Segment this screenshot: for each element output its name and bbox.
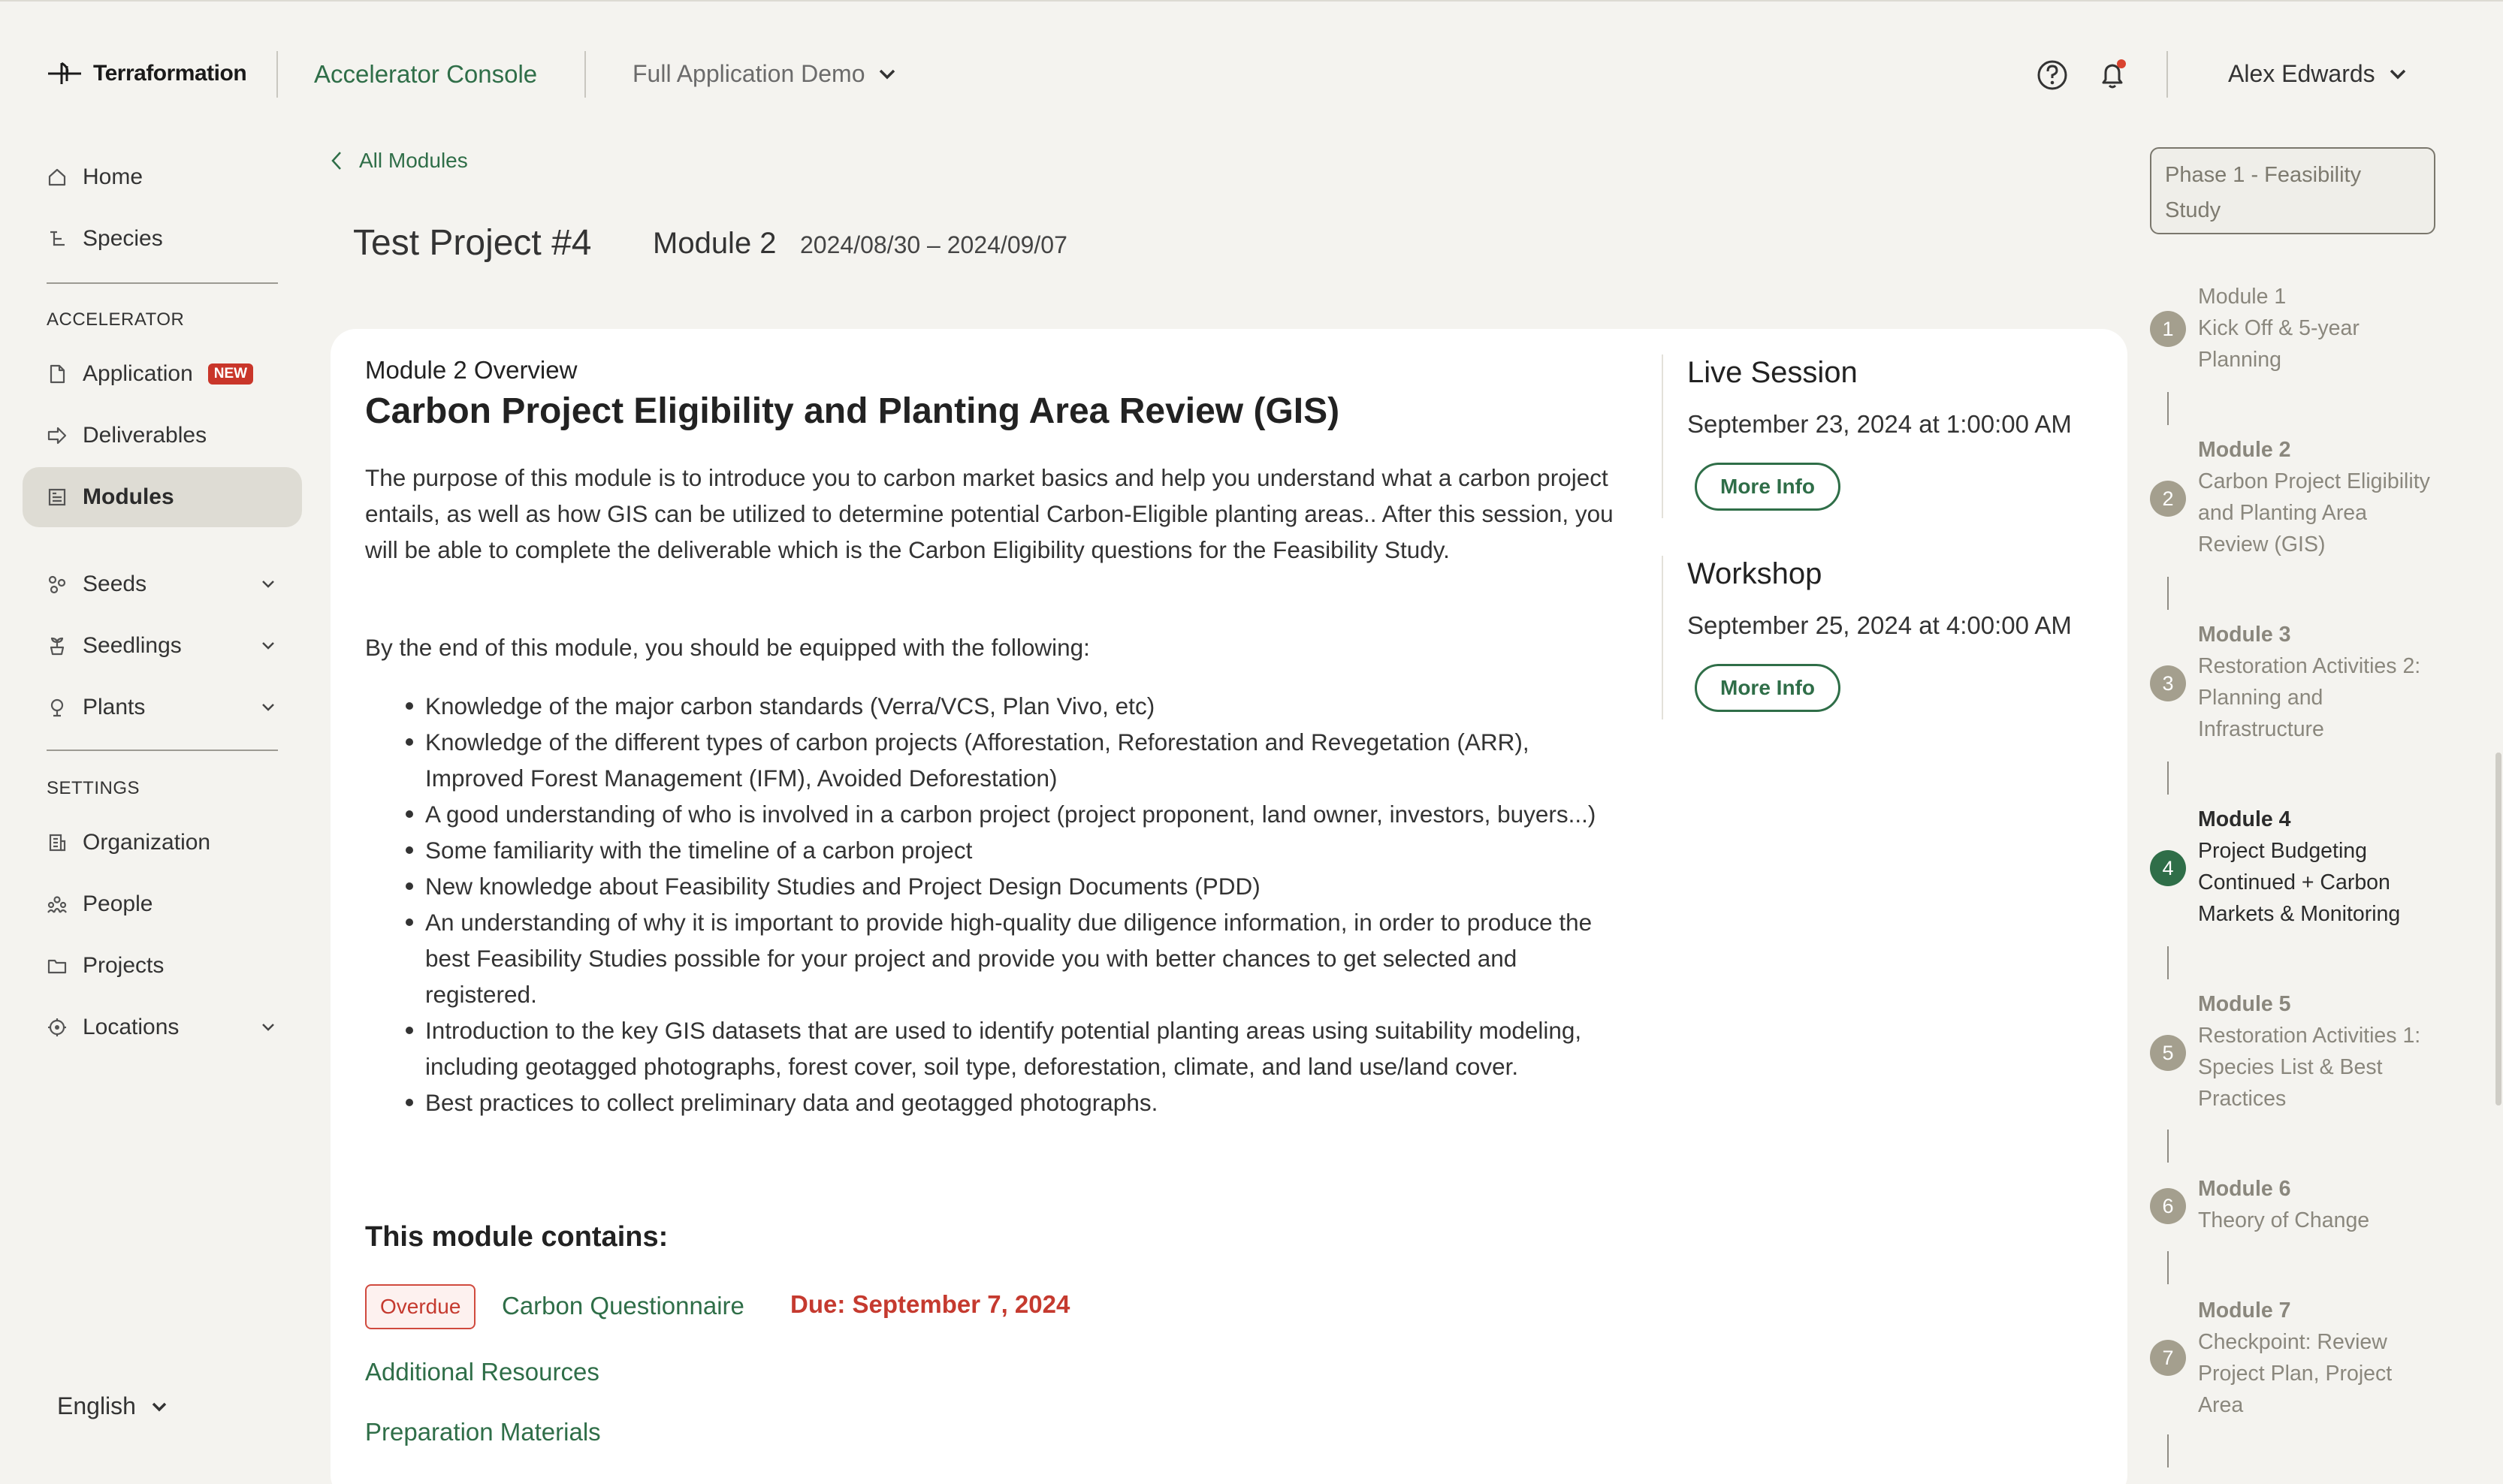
locations-icon <box>47 1017 68 1038</box>
sidebar-item-species[interactable] <box>23 209 302 269</box>
live-session-date: September 23, 2024 at 1:00:00 AM <box>1687 410 2072 438</box>
module-connector <box>2167 1434 2169 1467</box>
list-item: Knowledge of the different types of carbon projects (Afforestation, Reforestation and Revegetation (ARR), Improved Forest Management (IFM), Avoided Deforestation) <box>365 724 1621 796</box>
chevron-down-icon <box>261 641 275 650</box>
module-label: Module 2 <box>653 227 777 260</box>
project-selector[interactable] <box>633 60 896 88</box>
sidebar-item-label: Organization <box>83 830 211 855</box>
notifications-bell-icon[interactable] <box>2094 57 2130 93</box>
list-item: Best practices to collect preliminary data and geotagged photographs. <box>365 1084 1621 1121</box>
module-name: Theory of Change <box>2198 1208 2370 1232</box>
organization-icon <box>47 832 68 853</box>
learning-outcomes-list <box>365 688 1621 1121</box>
terraformation-logo-icon <box>47 60 83 87</box>
module-1-step: 1 <box>2150 311 2186 347</box>
chevron-down-icon <box>151 1401 168 1412</box>
module-4-item[interactable] <box>2198 804 2438 930</box>
species-icon <box>47 228 68 249</box>
module-number-label: Module 4 <box>2198 807 2291 831</box>
module-connector <box>2167 946 2169 979</box>
module-name: Carbon Project Eligibility and Planting Area Review (GIS) <box>2198 469 2430 556</box>
sidebar-item-seeds[interactable] <box>23 554 302 614</box>
sidebar-section-settings: SETTINGS <box>47 778 140 798</box>
deliverable-due-date: Due: September 7, 2024 <box>790 1290 1070 1318</box>
module-dates: 2024/08/30 – 2024/09/07 <box>800 231 1067 258</box>
sidebar-item-label: Species <box>83 226 163 251</box>
additional-resources-link[interactable]: Additional Resources <box>365 1358 599 1386</box>
home-icon <box>47 167 68 188</box>
sidebar-item-label: People <box>83 891 153 916</box>
module-4-step: 4 <box>2150 850 2186 886</box>
all-modules-label: All Modules <box>359 149 468 172</box>
module-number-label: Module 5 <box>2198 992 2291 1016</box>
sidebar-divider <box>47 282 278 284</box>
chevron-down-icon <box>878 68 896 80</box>
list-item: Knowledge of the major carbon standards (Verra/VCS, Plan Vivo, etc) <box>365 688 1621 724</box>
live-session-title: Live Session <box>1687 356 1858 389</box>
module-number-label: Module 6 <box>2198 1177 2291 1201</box>
sidebar-section-accelerator: ACCELERATOR <box>47 309 185 330</box>
chevron-down-icon <box>261 703 275 712</box>
sidebar-item-organization[interactable] <box>23 813 302 873</box>
header-divider <box>276 51 278 98</box>
workshop-more-info-button[interactable]: More Info <box>1695 664 1840 712</box>
chevron-down-icon <box>261 1023 275 1032</box>
events-divider <box>1662 556 1663 719</box>
user-menu[interactable] <box>2228 60 2407 88</box>
project-title: Test Project #4 <box>353 223 592 263</box>
overdue-status-badge: Overdue <box>365 1284 476 1329</box>
new-badge: NEW <box>208 363 253 385</box>
module-2-step: 2 <box>2150 481 2186 517</box>
list-item: New knowledge about Feasibility Studies and Project Design Documents (PDD) <box>365 868 1621 904</box>
list-item: Some familiarity with the timeline of a carbon project <box>365 832 1621 868</box>
projects-icon <box>47 955 68 976</box>
project-selector-label: Full Application Demo <box>633 60 865 87</box>
list-item: An understanding of why it is important to provide high-quality due diligence information, in order to produce the best Feasibility Studies possible for your project and provide you with better chances to get selected and registered. <box>365 904 1621 1012</box>
help-icon[interactable] <box>2034 57 2070 93</box>
module-5-step: 5 <box>2150 1035 2186 1071</box>
module-number-label: Module 2 <box>2198 438 2291 462</box>
sidebar-item-label: Seedlings <box>83 633 182 658</box>
sidebar-item-plants[interactable] <box>23 677 302 737</box>
module-name: Kick Off & 5-year Planning <box>2198 316 2360 372</box>
brand-name: Terraformation <box>93 61 247 86</box>
overview-label: Module 2 Overview <box>365 356 578 384</box>
module-connector <box>2167 392 2169 425</box>
module-name: Restoration Activities 2: Planning and Infrastructure <box>2198 654 2421 741</box>
language-selector[interactable] <box>57 1392 168 1420</box>
header-divider <box>584 51 586 98</box>
module-1-item[interactable] <box>2198 281 2438 376</box>
deliverables-icon <box>47 425 68 446</box>
all-modules-link[interactable] <box>331 149 468 173</box>
workshop-title: Workshop <box>1687 557 1822 590</box>
module-description: The purpose of this module is to introduce you to carbon market basics and help you understand what a carbon project entails, as well as how GIS can be utilized to determine potential Carbon-Eligible planting areas.. After this session, you will be able to complete the deliverable which is the Carbon Eligibility questions for the Feasibility Study. <box>365 464 1614 563</box>
live-session-more-info-button[interactable]: More Info <box>1695 463 1840 511</box>
sidebar-item-locations[interactable] <box>23 997 302 1057</box>
module-connector <box>2167 1251 2169 1284</box>
list-item: A good understanding of who is involved in a carbon project (project proponent, land owner, investors, buyers...) <box>365 796 1621 832</box>
sidebar-item-label: Modules <box>83 484 174 509</box>
module-7-step: 7 <box>2150 1340 2186 1376</box>
people-icon <box>47 894 68 915</box>
module-7-item[interactable] <box>2198 1295 2438 1421</box>
module-number-label: Module 7 <box>2198 1298 2291 1323</box>
module-6-step: 6 <box>2150 1188 2186 1224</box>
carbon-questionnaire-link[interactable]: Carbon Questionnaire <box>502 1292 744 1320</box>
chevron-down-icon <box>2389 68 2407 80</box>
module-title: Carbon Project Eligibility and Planting Area Review (GIS) <box>365 391 1340 431</box>
sidebar-item-projects[interactable] <box>23 936 302 996</box>
sidebar-divider <box>47 750 278 751</box>
sidebar-item-label: Deliverables <box>83 423 207 448</box>
seeds-icon <box>47 574 68 595</box>
module-contains-heading: This module contains: <box>365 1221 669 1253</box>
module-6-item[interactable] <box>2198 1173 2438 1236</box>
module-name: Project Budgeting Continued + Carbon Markets & Monitoring <box>2198 839 2401 926</box>
seedlings-icon <box>47 635 68 656</box>
module-number-label: Module 1 <box>2198 285 2287 309</box>
module-2-item[interactable] <box>2198 434 2438 560</box>
module-5-item[interactable] <box>2198 988 2438 1115</box>
module-connector <box>2167 762 2169 795</box>
sidebar-item-modules[interactable] <box>23 467 302 527</box>
sidebar-item-label: Application <box>83 361 193 386</box>
preparation-materials-link[interactable]: Preparation Materials <box>365 1418 601 1446</box>
workshop-date: September 25, 2024 at 4:00:00 AM <box>1687 611 2072 639</box>
events-divider <box>1662 354 1663 518</box>
chevron-down-icon <box>261 580 275 589</box>
module-intro: By the end of this module, you should be equipped with the following: <box>365 634 1090 661</box>
module-connector <box>2167 1130 2169 1163</box>
module-name: Checkpoint: Review Project Plan, Project Area <box>2198 1330 2393 1417</box>
modules-icon <box>47 487 68 508</box>
sidebar-item-label: Seeds <box>83 572 147 596</box>
list-item: Introduction to the key GIS datasets that are used to identify potential planting areas using suitability modeling, including geotagged photographs, forest cover, soil type, deforestation, climate, and land use/land cover. <box>365 1012 1621 1084</box>
console-title: Accelerator Console <box>314 60 538 88</box>
sidebar-item-home[interactable] <box>23 147 302 207</box>
module-3-item[interactable] <box>2198 619 2438 745</box>
sidebar-item-label: Projects <box>83 953 165 978</box>
application-icon <box>47 363 68 385</box>
module-number-label: Module 3 <box>2198 623 2291 647</box>
user-name: Alex Edwards <box>2228 60 2375 87</box>
language-label: English <box>57 1392 136 1419</box>
sidebar-item-seedlings[interactable] <box>23 616 302 676</box>
sidebar-item-deliverables[interactable] <box>23 406 302 466</box>
plants-icon <box>47 697 68 718</box>
header-divider <box>2166 51 2168 98</box>
sidebar-item-label: Plants <box>83 695 146 719</box>
terraformation-logo[interactable] <box>47 57 246 90</box>
phase-indicator: Phase 1 - Feasibility Study <box>2150 147 2435 234</box>
chevron-left-icon <box>331 150 343 171</box>
module-3-step: 3 <box>2150 665 2186 701</box>
sidebar-item-label: Locations <box>83 1015 180 1039</box>
module-connector <box>2167 577 2169 610</box>
page-scrollbar[interactable] <box>2495 753 2501 1105</box>
module-name: Restoration Activities 1: Species List & Best Practices <box>2198 1024 2421 1111</box>
sidebar-item-people[interactable] <box>23 874 302 934</box>
sidebar-item-application[interactable] <box>23 344 302 404</box>
sidebar-item-label: Home <box>83 164 143 189</box>
